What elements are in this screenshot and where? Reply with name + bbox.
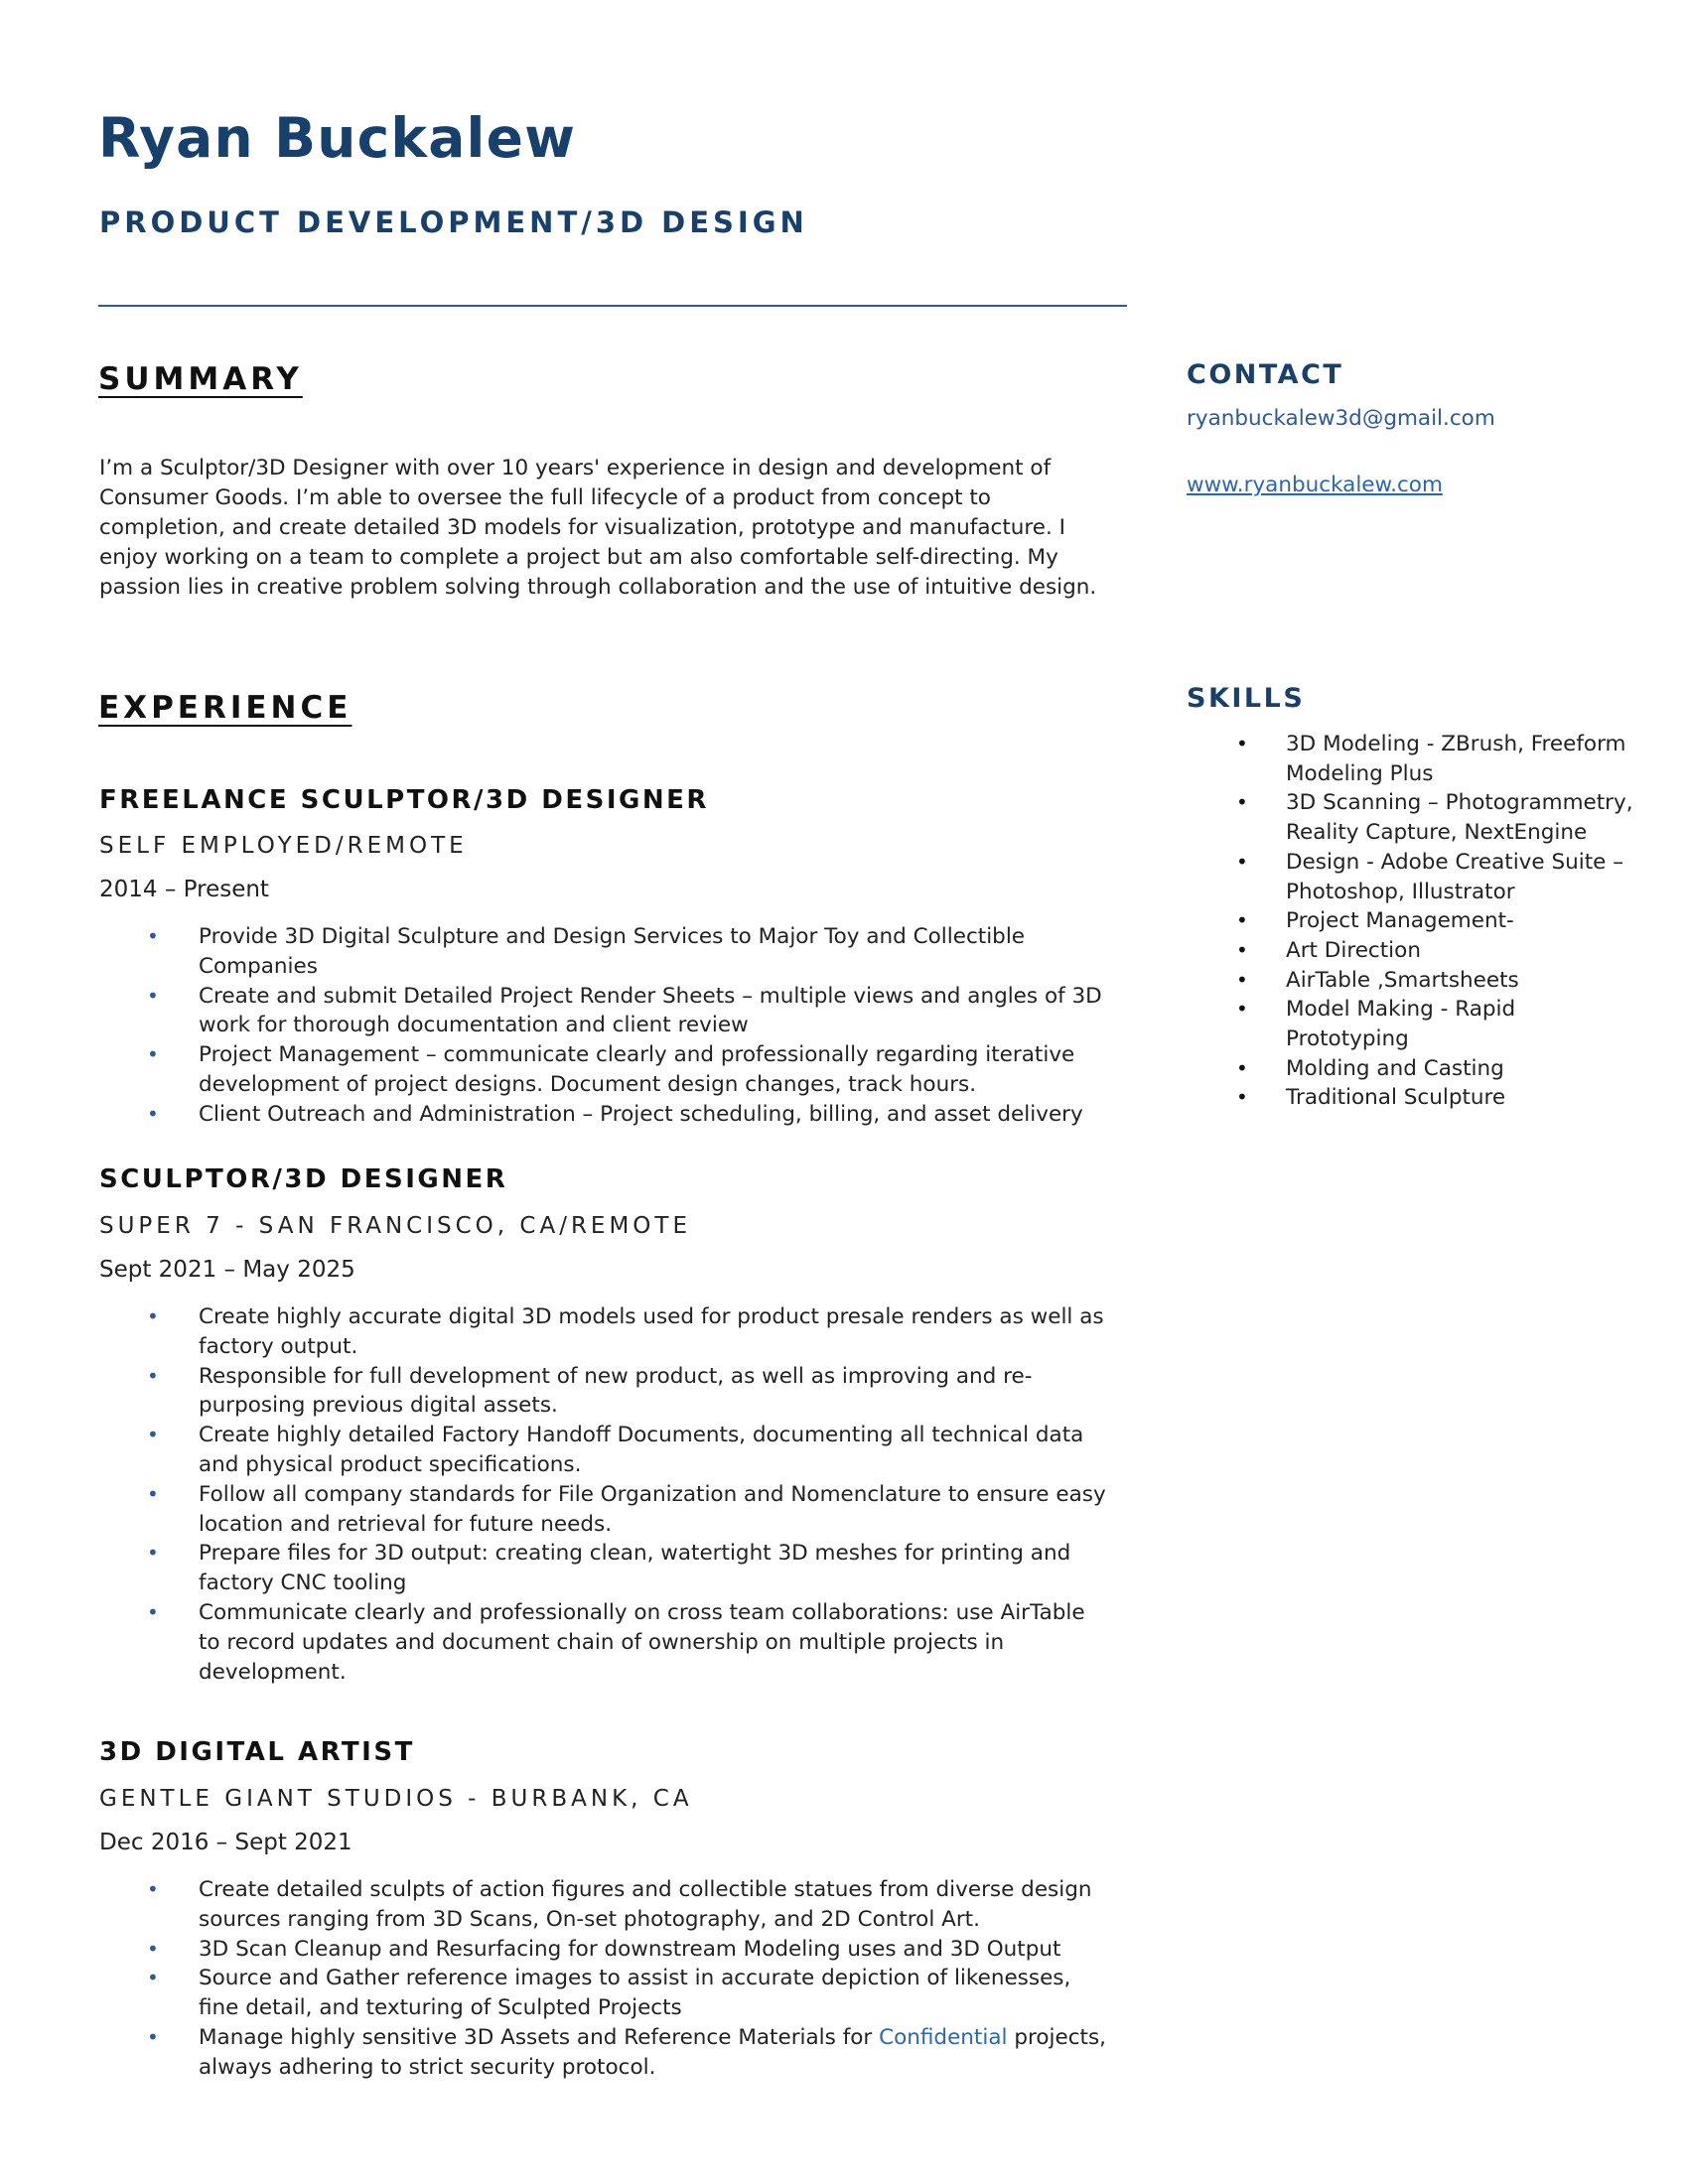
skill-item: • Design - Adobe Creative Suite – Photoshop, Illustrator [1286, 848, 1643, 906]
skill-item: • Project Management- [1286, 906, 1643, 936]
list-item: • Responsible for full development of new product, as well as improving and re-purposing previous digital assets. [199, 1362, 1112, 1422]
summary-heading: SUMMARY [98, 361, 303, 397]
bullet-text: projects, always adhering to strict security protocol. [199, 2024, 1106, 2080]
skill-item: • Art Direction [1286, 936, 1643, 966]
job-bullets [199, 1875, 1112, 2083]
list-item: • Create detailed sculpts of action figures and collectible statues from diverse design sources ranging from 3D Scans, On-set photography, and 2D Control Art. [199, 1875, 1112, 1935]
job-title: FREELANCE SCULPTOR/3D DESIGNER [99, 785, 709, 815]
contact-website-link[interactable]: www.ryanbuckalew.com [1187, 473, 1443, 497]
list-item: • Create and submit Detailed Project Render Sheets – multiple views and angles of 3D work for thorough documentation and client review [199, 982, 1112, 1041]
list-item: • Follow all company standards for File Organization and Nomenclature to ensure easy location and retrieval for future needs. [199, 1480, 1112, 1540]
job-company: GENTLE GIANT STUDIOS - BURBANK, CA [99, 1786, 693, 1812]
list-item [199, 2023, 1112, 2083]
list-item: • Prepare files for 3D output: creating clean, watertight 3D meshes for printing and factory CNC tooling [199, 1539, 1112, 1598]
job-dates: Sept 2021 – May 2025 [99, 1257, 355, 1283]
skill-item: • Model Making - Rapid Prototyping [1286, 995, 1643, 1053]
list-item: • Provide 3D Digital Sculpture and Design Services to Major Toy and Collectible Companies [199, 922, 1112, 982]
skill-item: • Molding and Casting [1286, 1054, 1643, 1084]
list-item: • 3D Scan Cleanup and Resurfacing for downstream Modeling uses and 3D Output [199, 1935, 1112, 1965]
list-item: • Project Management – communicate clearly and professionally regarding iterative development of project designs. Document design changes, track hours. [199, 1040, 1112, 1100]
candidate-subtitle: PRODUCT DEVELOPMENT/3D DESIGN [99, 205, 808, 239]
list-item: • Communicate clearly and professionally on cross team collaborations: use AirTable to record updates and document chain of ownership on multiple projects in development. [199, 1598, 1112, 1687]
job-dates: Dec 2016 – Sept 2021 [99, 1830, 352, 1855]
job-company: SELF EMPLOYED/REMOTE [99, 833, 468, 859]
job-bullets [199, 922, 1112, 1130]
summary-text: I’m a Sculptor/3D Designer with over 10 years' experience in design and development of Consumer Goods. I’m able to oversee the full lifecycle of a product from concept to completion, and create detailed 3D models for visualization, prototype and manufacture. I enjoy working on a team to complete a project but am also comfortable self-directing. My passion lies in creative problem solving through collaboration and the use of intuitive design. [99, 456, 1097, 600]
contact-email[interactable]: ryanbuckalew3d@gmail.com [1187, 406, 1495, 431]
job-dates: 2014 – Present [99, 877, 269, 902]
bullet-text: Manage highly sensitive 3D Assets and Reference Materials for [199, 2024, 880, 2050]
confidential-highlight: Confidential [879, 2024, 1008, 2050]
header-divider [98, 305, 1127, 307]
list-item: • Create highly accurate digital 3D models used for product presale renders as well as factory output. [199, 1302, 1112, 1362]
list-item: • Create highly detailed Factory Handoff Documents, documenting all technical data and physical product specifications. [199, 1421, 1112, 1480]
experience-heading: EXPERIENCE [98, 690, 352, 726]
skill-item: • AirTable ,Smartsheets [1286, 966, 1643, 996]
candidate-name: Ryan Buckalew [98, 106, 577, 170]
contact-heading: CONTACT [1187, 359, 1344, 390]
list-item: • Client Outreach and Administration – Project scheduling, billing, and asset delivery [199, 1100, 1112, 1130]
job-bullets [199, 1302, 1112, 1687]
skill-item: • 3D Modeling - ZBrush, Freeform Modeling Plus [1286, 730, 1643, 788]
skills-heading: SKILLS [1187, 683, 1306, 714]
job-title: SCULPTOR/3D DESIGNER [99, 1164, 508, 1194]
job-company: SUPER 7 - SAN FRANCISCO, CA/REMOTE [99, 1213, 691, 1239]
job-title: 3D DIGITAL ARTIST [99, 1737, 415, 1767]
skills-list [1286, 730, 1643, 1113]
list-item: • Source and Gather reference images to assist in accurate depiction of likenesses, fine detail, and texturing of Sculpted Projects [199, 1964, 1112, 2023]
skill-item: • Traditional Sculpture [1286, 1083, 1643, 1113]
skill-item: • 3D Scanning – Photogrammetry, Reality Capture, NextEngine [1286, 788, 1643, 847]
